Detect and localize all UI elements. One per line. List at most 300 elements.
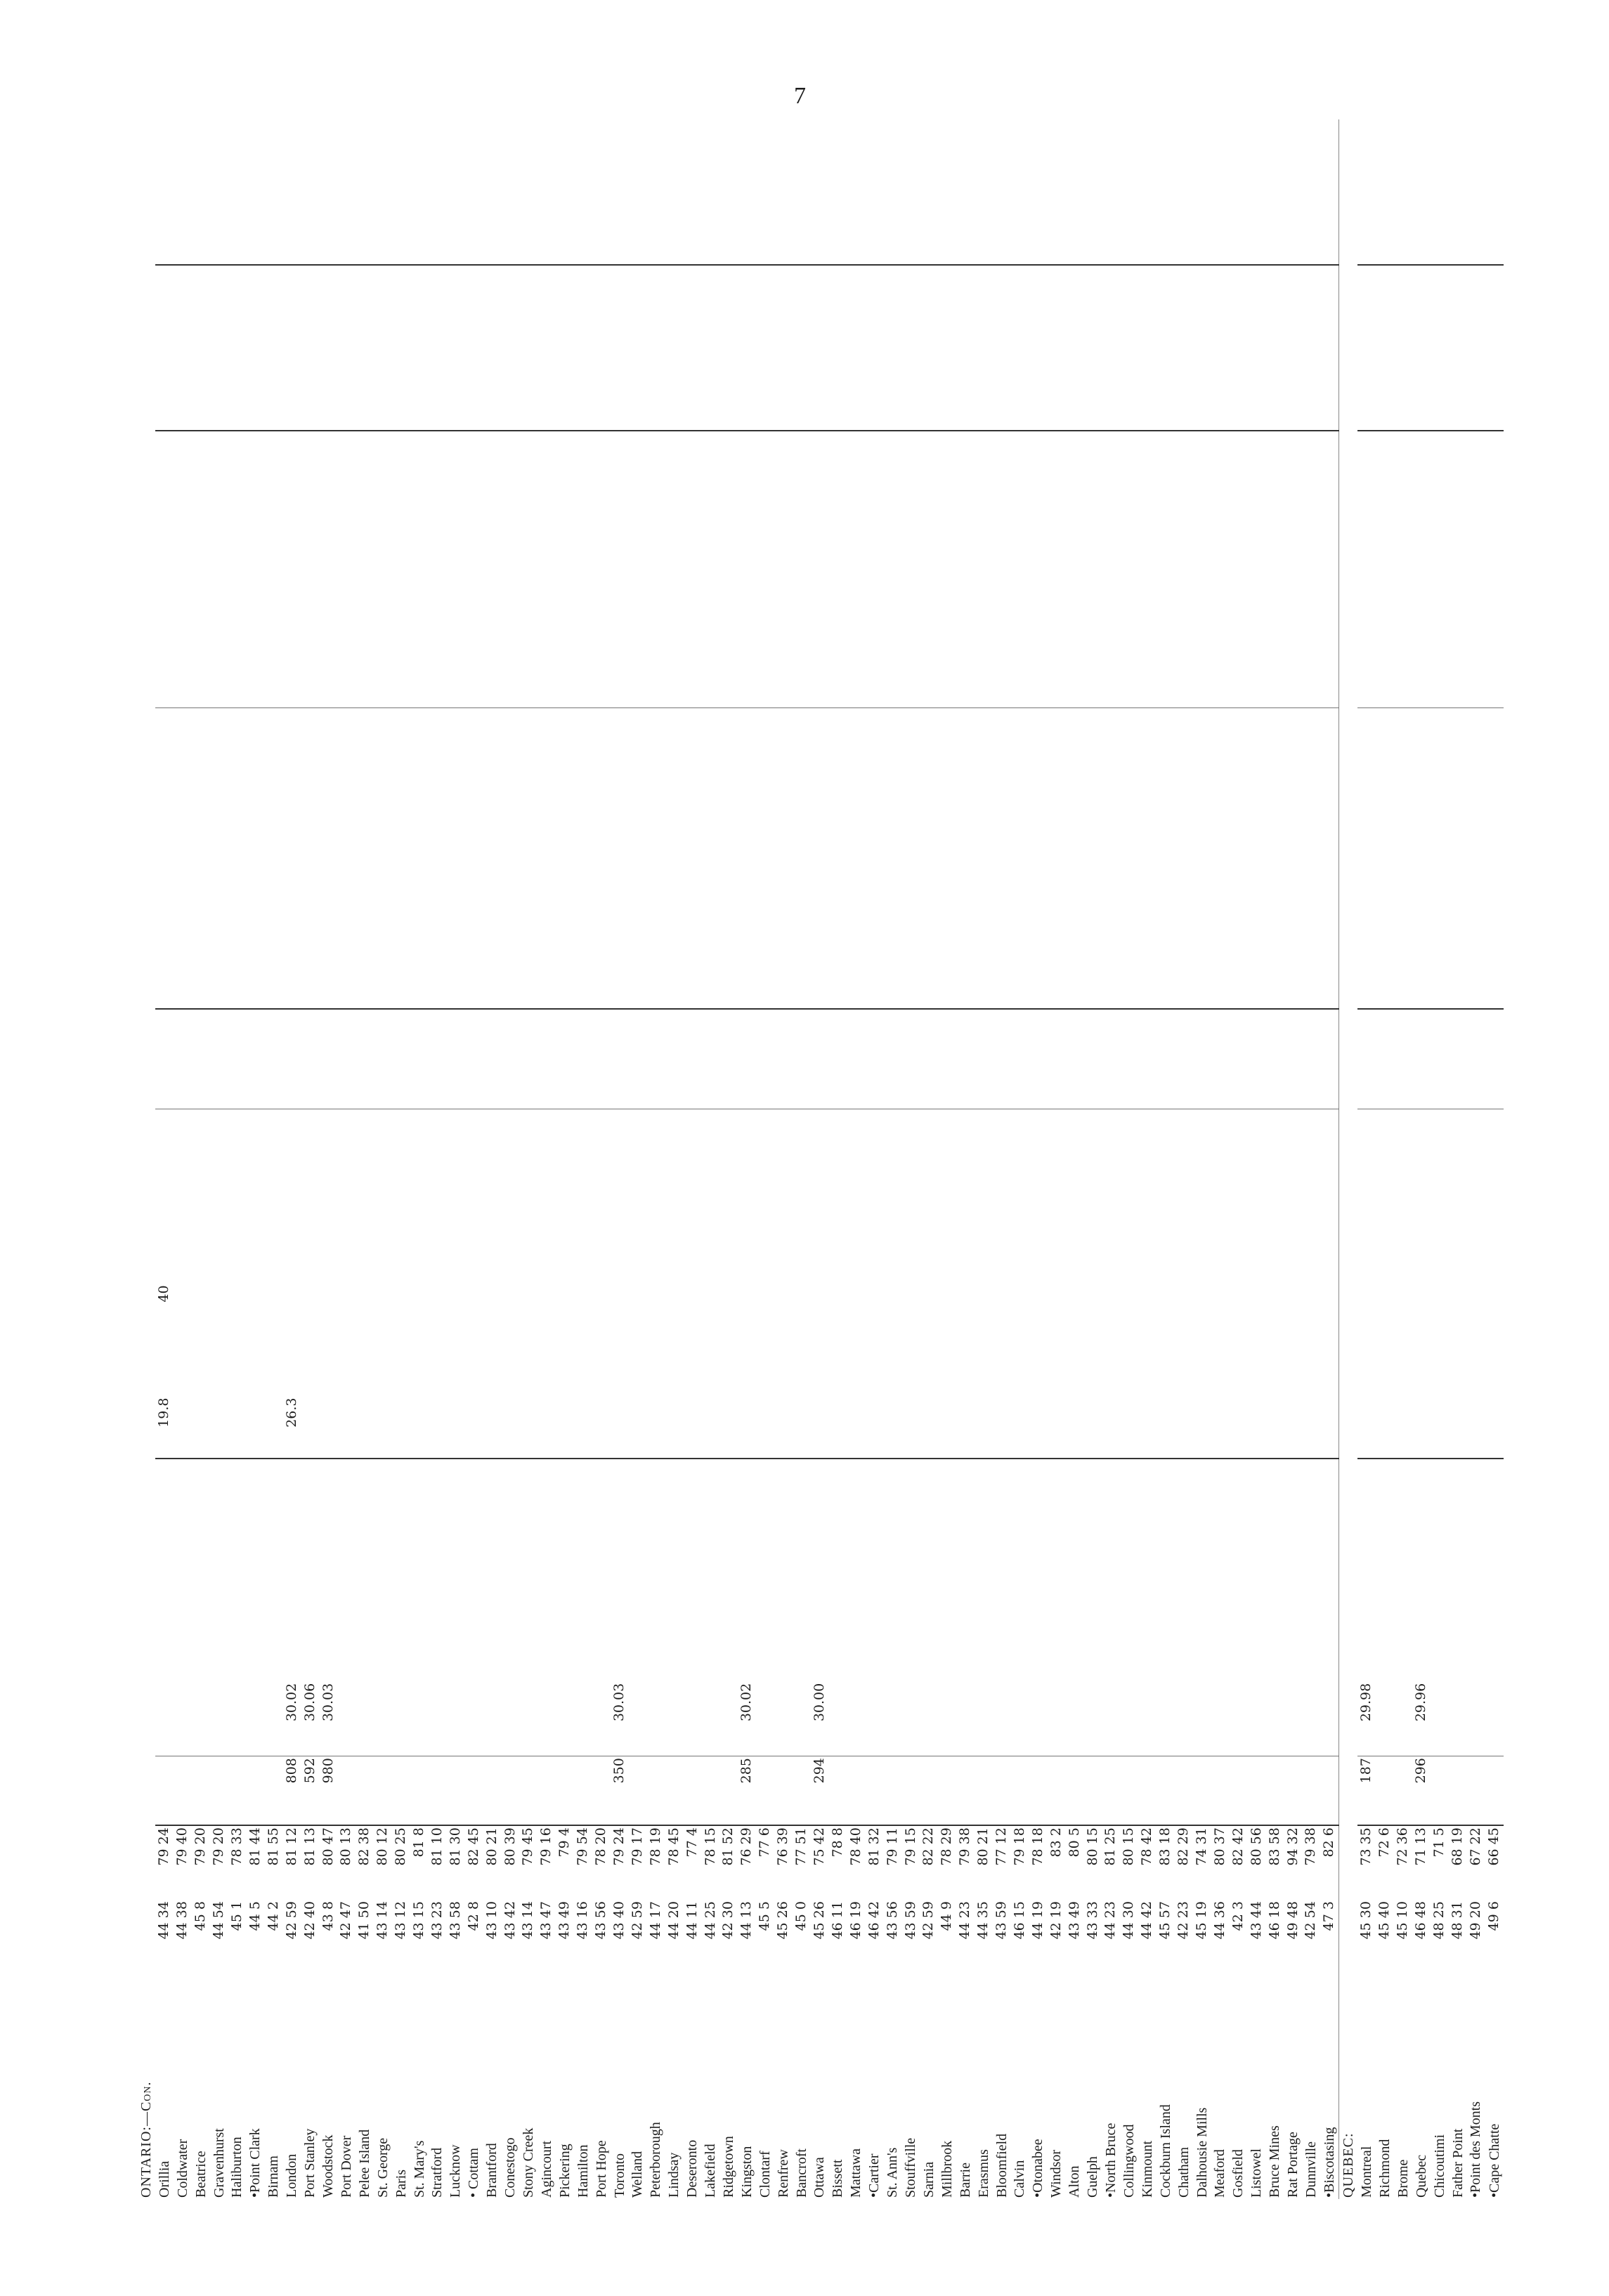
cell-extra-3 <box>1138 156 1157 193</box>
cell-fair-days <box>1449 808 1467 858</box>
cell-wind-vel <box>192 265 210 320</box>
cell-rain-days <box>1157 758 1175 808</box>
station-name: Brantford <box>484 2143 500 2198</box>
cell-extra-2 <box>628 193 646 229</box>
cell-baro-range <box>883 1459 901 1533</box>
cell-greatest-daily <box>1138 1059 1157 1109</box>
cell-extra-2 <box>1193 193 1211 229</box>
cell-rain-days <box>701 758 719 808</box>
cell-frost-days <box>719 859 738 908</box>
cell-wind-dir <box>282 320 301 376</box>
cell-wind-vel <box>1284 265 1302 320</box>
table-row <box>429 119 447 2199</box>
cell-humidity <box>538 959 556 1009</box>
cell-snow-amt <box>1449 570 1467 639</box>
cell-long: 77 12 <box>994 1827 1010 1866</box>
cell-lat: 43 59 <box>994 1901 1010 1940</box>
cell-rain-amt <box>611 639 629 708</box>
cell-wind <box>246 376 264 431</box>
cell-baro-diff <box>646 1533 665 1607</box>
cell-fair-days <box>665 808 683 858</box>
cell-greatest-daily <box>1011 1059 1029 1109</box>
cell-baro-range <box>1265 1459 1284 1533</box>
station-name: Collingwood <box>1121 2124 1137 2198</box>
cell-frost-days <box>1138 859 1157 908</box>
cell-long: 78 20 <box>593 1827 609 1866</box>
cell-baro <box>793 1682 811 1756</box>
cell-greatest-daily <box>883 1059 901 1109</box>
cell-snow-days <box>701 708 719 758</box>
cell-wind-dir <box>1029 320 1047 376</box>
cell-diff-avg <box>646 1346 665 1396</box>
cell-rain-amt <box>847 639 865 708</box>
cell-baro-diff <box>628 1533 646 1607</box>
cell-cloud <box>628 908 646 958</box>
cell-diff-precip <box>592 431 611 501</box>
cell-baro-diff <box>1065 1533 1083 1607</box>
cell-baro-diff <box>501 1533 519 1607</box>
cell-range-temp <box>646 1159 665 1222</box>
cell-wind <box>738 376 756 431</box>
cell-total-precip <box>1047 500 1065 570</box>
cell-snow-days <box>646 708 665 758</box>
cell-long: 80 15 <box>1084 1827 1100 1866</box>
cell-diff-avg <box>228 1346 247 1396</box>
cell-wind-dir <box>975 320 993 376</box>
cell-rain-amt <box>1449 639 1467 708</box>
cell-baro-diff <box>1412 1533 1431 1607</box>
cell-extra-1 <box>1394 228 1412 265</box>
cell-extra-1 <box>1102 228 1120 265</box>
cell-snow-days <box>901 708 920 758</box>
cell-snow-amt <box>1120 570 1138 639</box>
cell-extra-3 <box>683 156 701 193</box>
cell-greatest-daily <box>155 1059 174 1109</box>
cell-rain-days <box>646 758 665 808</box>
table-row <box>1449 119 1467 2199</box>
station-name: Agincourt <box>538 2140 554 2198</box>
cell-extra-1 <box>975 228 993 265</box>
cell-diff-precip <box>1011 431 1029 501</box>
cell-wind-dir <box>1138 320 1157 376</box>
cell-max-temp <box>975 1284 993 1346</box>
cell-greatest-daily <box>1320 1059 1339 1109</box>
cell-snow-amt <box>1193 570 1211 639</box>
cell-mean-temp <box>774 1396 793 1459</box>
cell-extra-2 <box>1229 193 1247 229</box>
cell-least-daily <box>1320 1009 1339 1059</box>
cell-rain-days <box>1320 758 1339 808</box>
cell-long: 78 33 <box>228 1827 245 1866</box>
cell-rain-amt <box>210 639 228 708</box>
cell-mean-daily-range <box>1157 1109 1175 1159</box>
cell-rain-amt <box>1065 639 1083 708</box>
cell-long: 79 24 <box>156 1827 172 1866</box>
cell-diff-avg <box>847 1346 865 1396</box>
cell-rain-amt <box>392 639 410 708</box>
cell-snow-days <box>1431 708 1449 758</box>
cell-rain-days <box>811 758 829 808</box>
cell-fair-days <box>1175 808 1193 858</box>
cell-humidity <box>1412 959 1431 1009</box>
cell-wind <box>1083 376 1102 431</box>
cell-mean-temp <box>1029 1396 1047 1459</box>
cell-diff-avg <box>519 1346 538 1396</box>
table-row <box>1394 119 1412 2199</box>
cell-mean-daily-range <box>920 1109 938 1159</box>
climate-table-rotated <box>137 119 1504 2199</box>
cell-extra-4 <box>1102 119 1120 156</box>
cell-humidity <box>774 959 793 1009</box>
cell-greatest-daily <box>756 1059 774 1109</box>
cell-extra-3 <box>719 156 738 193</box>
cell-min-temp <box>611 1222 629 1284</box>
cell-total-precip <box>392 500 410 570</box>
cell-fair-days <box>1011 808 1029 858</box>
cell-least-daily <box>920 1009 938 1059</box>
cell-snow-amt <box>319 570 337 639</box>
cell-lat: 44 19 <box>1029 1901 1045 1940</box>
cell-wind-dir <box>264 320 282 376</box>
cell-fair-days <box>847 808 865 858</box>
cell-fair-days <box>1083 808 1102 858</box>
cell-extra-3 <box>611 156 629 193</box>
cell-fair-days <box>556 808 574 858</box>
cell-frost-days <box>938 859 956 908</box>
cell-wind-dir <box>1466 320 1485 376</box>
cell-mean-daily-range <box>592 1109 611 1159</box>
station-name: Bloomfield <box>994 2133 1010 2198</box>
cell-rain-amt <box>429 639 447 708</box>
cell-fair-days <box>1485 808 1504 858</box>
cell-mean-daily-range <box>1394 1109 1412 1159</box>
cell-baro-range <box>1211 1459 1229 1533</box>
station-name: Brome <box>1395 2159 1411 2198</box>
cell-least-daily <box>301 1009 319 1059</box>
cell-fair-days <box>1065 808 1083 858</box>
cell-long: 81 52 <box>720 1827 736 1866</box>
cell-elev <box>920 1756 938 1826</box>
cell-range-temp <box>975 1159 993 1222</box>
cell-baro-diff <box>1083 1533 1102 1607</box>
cell-diff-avg <box>738 1346 756 1396</box>
cell-wind-dir <box>865 320 883 376</box>
station-name: Richmond <box>1376 2139 1393 2198</box>
cell-cloud <box>210 908 228 958</box>
cell-mean-temp <box>301 1396 319 1459</box>
cell-total-precip <box>1193 500 1211 570</box>
cell-baro-red <box>1102 1607 1120 1682</box>
cell-diff-precip <box>1265 431 1284 501</box>
cell-extra-3 <box>1029 156 1047 193</box>
cell-lat: 43 40 <box>611 1901 627 1940</box>
cell-rain-amt <box>410 639 429 708</box>
cell-greatest-daily <box>938 1059 956 1109</box>
cell-diff-avg <box>319 1346 337 1396</box>
cell-total-precip <box>883 500 901 570</box>
cell-elev <box>264 1756 282 1826</box>
cell-min-temp <box>1029 1222 1047 1284</box>
cell-baro-diff <box>246 1533 264 1607</box>
cell-least-daily <box>1029 1009 1047 1059</box>
cell-elev <box>246 1756 264 1826</box>
cell-baro <box>1265 1682 1284 1756</box>
cell-extra-3 <box>1229 156 1247 193</box>
cell-extra-3 <box>701 156 719 193</box>
station-name: Peterborough <box>648 2122 664 2198</box>
cell-rain-amt <box>646 639 665 708</box>
cell-wind-dir <box>210 320 228 376</box>
cell-wind-dir <box>847 320 865 376</box>
cell-extra-3 <box>920 156 938 193</box>
cell-extra-4 <box>538 119 556 156</box>
cell-wind-vel <box>174 265 192 320</box>
cell-baro-diff <box>337 1533 356 1607</box>
cell-diff-precip <box>446 431 464 501</box>
cell-frost-days <box>901 859 920 908</box>
cell-total-precip <box>1485 500 1504 570</box>
table-row <box>446 119 464 2199</box>
cell-snow-days <box>611 708 629 758</box>
cell-lat: 43 33 <box>1084 1901 1100 1940</box>
cell-range-temp <box>319 1159 337 1222</box>
cell-snow-amt <box>1211 570 1229 639</box>
cell-extra-4 <box>174 119 192 156</box>
cell-snow-days <box>556 708 574 758</box>
cell-wind-vel <box>592 265 611 320</box>
cell-diff-precip <box>828 431 847 501</box>
station-name: •Point des Monts <box>1468 2101 1484 2198</box>
cell-lat: 44 54 <box>211 1901 227 1940</box>
cell-frost-days <box>1431 859 1449 908</box>
cell-lat: 42 54 <box>1303 1901 1319 1940</box>
cell-mean-daily-range <box>956 1109 975 1159</box>
cell-baro-red <box>1449 1607 1467 1682</box>
cell-snow-amt <box>901 570 920 639</box>
cell-rain-amt <box>811 639 829 708</box>
cell-snow-days <box>1284 708 1302 758</box>
cell-fair-days <box>793 808 811 858</box>
cell-mean-temp: 19.8 <box>155 1396 174 1459</box>
cell-wind-vel <box>301 265 319 320</box>
table-row <box>501 119 519 2199</box>
cell-elev <box>646 1756 665 1826</box>
cell-greatest-daily <box>1229 1059 1247 1109</box>
cell-mean-daily-range <box>1265 1109 1284 1159</box>
cell-min-temp <box>264 1222 282 1284</box>
cell-diff-precip <box>1083 431 1102 501</box>
cell-diff-precip <box>392 431 410 501</box>
cell-baro-diff <box>410 1533 429 1607</box>
cell-wind <box>337 376 356 431</box>
cell-long: 78 18 <box>1029 1827 1045 1866</box>
cell-diff-precip <box>282 431 301 501</box>
cell-diff-avg <box>501 1346 519 1396</box>
cell-snow-days <box>174 708 192 758</box>
cell-range-temp <box>938 1159 956 1222</box>
station-name: • Cottam <box>466 2148 482 2198</box>
table-row <box>592 119 611 2199</box>
cell-baro-red <box>464 1607 483 1682</box>
cell-rain-amt <box>282 639 301 708</box>
cell-baro-red <box>719 1607 738 1682</box>
cell-extra-4 <box>1065 119 1083 156</box>
cell-mean-daily-range <box>1302 1109 1320 1159</box>
cell-lat: 45 1 <box>228 1901 245 1931</box>
cell-least-daily <box>483 1009 501 1059</box>
cell-baro-red <box>1485 1607 1504 1682</box>
cell-wind <box>174 376 192 431</box>
cell-rain-days <box>192 758 210 808</box>
cell-humidity <box>1138 959 1157 1009</box>
cell-baro-diff <box>446 1533 464 1607</box>
cell-cloud <box>1302 908 1320 958</box>
cell-baro-red <box>811 1607 829 1682</box>
cell-lat: 46 18 <box>1266 1901 1282 1940</box>
cell-extra-3 <box>1193 156 1211 193</box>
cell-total-precip <box>410 500 429 570</box>
table-row <box>646 119 665 2199</box>
cell-rain-days <box>665 758 683 808</box>
cell-baro-diff <box>1394 1533 1412 1607</box>
cell-range-temp <box>811 1159 829 1222</box>
cell-max-temp <box>1083 1284 1102 1346</box>
station-name: Conestogo <box>502 2137 519 2198</box>
cell-extra-3 <box>446 156 464 193</box>
cell-wind <box>847 376 865 431</box>
cell-wind-vel <box>1229 265 1247 320</box>
cell-mean-temp <box>464 1396 483 1459</box>
cell-humidity <box>756 959 774 1009</box>
cell-baro <box>264 1682 282 1756</box>
cell-humidity <box>1102 959 1120 1009</box>
cell-elev <box>592 1756 611 1826</box>
cell-diff-avg <box>592 1346 611 1396</box>
cell-humidity <box>1284 959 1302 1009</box>
cell-snow-days <box>756 708 774 758</box>
cell-long: 76 39 <box>775 1827 791 1866</box>
cell-baro-range <box>538 1459 556 1533</box>
cell-mean-daily-range <box>337 1109 356 1159</box>
cell-baro-red <box>646 1607 665 1682</box>
cell-least-daily <box>774 1009 793 1059</box>
cell-range-temp <box>1229 1159 1247 1222</box>
cell-mean-temp <box>1284 1396 1302 1459</box>
cell-baro-red <box>793 1607 811 1682</box>
cell-long: 78 8 <box>829 1827 845 1858</box>
cell-snow-days <box>464 708 483 758</box>
cell-long: 79 38 <box>1303 1827 1319 1866</box>
cell-wind <box>865 376 883 431</box>
cell-least-daily <box>665 1009 683 1059</box>
cell-greatest-daily <box>301 1059 319 1109</box>
cell-rain-days <box>356 758 374 808</box>
cell-mean-temp <box>1302 1396 1320 1459</box>
cell-wind-dir <box>883 320 901 376</box>
cell-min-temp <box>956 1222 975 1284</box>
cell-rain-days <box>374 758 392 808</box>
cell-baro <box>975 1682 993 1756</box>
cell-baro <box>1011 1682 1029 1756</box>
station-name: Father Point <box>1450 2128 1466 2198</box>
cell-frost-days <box>1029 859 1047 908</box>
cell-greatest-daily <box>356 1059 374 1109</box>
cell-elev <box>1302 1756 1320 1826</box>
cell-diff-avg <box>1485 1346 1504 1396</box>
cell-range-temp <box>264 1159 282 1222</box>
cell-long: 83 2 <box>1048 1827 1064 1858</box>
cell-extra-3 <box>464 156 483 193</box>
cell-elev <box>683 1756 701 1826</box>
cell-rain-amt <box>556 639 574 708</box>
cell-total-precip <box>556 500 574 570</box>
cell-mean-daily-range <box>883 1109 901 1159</box>
cell-snow-amt <box>1302 570 1320 639</box>
cell-mean-daily-range <box>210 1109 228 1159</box>
cell-baro <box>701 1682 719 1756</box>
cell-rain-amt <box>1302 639 1320 708</box>
cell-max-temp <box>246 1284 264 1346</box>
cell-frost-days <box>210 859 228 908</box>
cell-frost-days <box>665 859 683 908</box>
station-name: Guelph <box>1085 2156 1101 2198</box>
cell-baro-diff <box>264 1533 282 1607</box>
cell-range-temp <box>1157 1159 1175 1222</box>
cell-rain-amt <box>628 639 646 708</box>
cell-baro-red <box>883 1607 901 1682</box>
cell-diff-avg <box>865 1346 883 1396</box>
cell-extra-1 <box>1320 228 1339 265</box>
cell-wind-dir <box>938 320 956 376</box>
cell-baro-diff <box>192 1533 210 1607</box>
cell-extra-2 <box>1449 193 1467 229</box>
cell-mean-temp <box>1229 1396 1247 1459</box>
cell-lat: 44 17 <box>647 1901 663 1940</box>
cell-range-temp <box>1485 1159 1504 1222</box>
cell-rain-days <box>410 758 429 808</box>
cell-baro-range <box>975 1459 993 1533</box>
table-row <box>665 119 683 2199</box>
cell-extra-2 <box>501 193 519 229</box>
cell-greatest-daily <box>865 1059 883 1109</box>
cell-baro <box>192 1682 210 1756</box>
cell-baro <box>1029 1682 1047 1756</box>
cell-wind-vel <box>483 265 501 320</box>
cell-extra-2 <box>1412 193 1431 229</box>
table-row <box>1157 119 1175 2199</box>
cell-long: 77 51 <box>793 1827 809 1866</box>
cell-rain-days <box>392 758 410 808</box>
cell-min-temp <box>719 1222 738 1284</box>
cell-humidity <box>337 959 356 1009</box>
cell-min-temp <box>429 1222 447 1284</box>
table-row <box>956 119 975 2199</box>
cell-extra-1 <box>410 228 429 265</box>
cell-wind-vel <box>246 265 264 320</box>
cell-min-temp <box>847 1222 865 1284</box>
cell-rain-amt <box>756 639 774 708</box>
cell-wind <box>1229 376 1247 431</box>
cell-wind-vel <box>683 265 701 320</box>
cell-lat: 43 16 <box>575 1901 591 1940</box>
cell-diff-precip <box>501 431 519 501</box>
cell-wind-dir <box>301 320 319 376</box>
cell-snow-amt <box>738 570 756 639</box>
cell-cloud <box>174 908 192 958</box>
cell-baro-diff <box>738 1533 756 1607</box>
cell-extra-2 <box>264 193 282 229</box>
cell-min-temp <box>920 1222 938 1284</box>
